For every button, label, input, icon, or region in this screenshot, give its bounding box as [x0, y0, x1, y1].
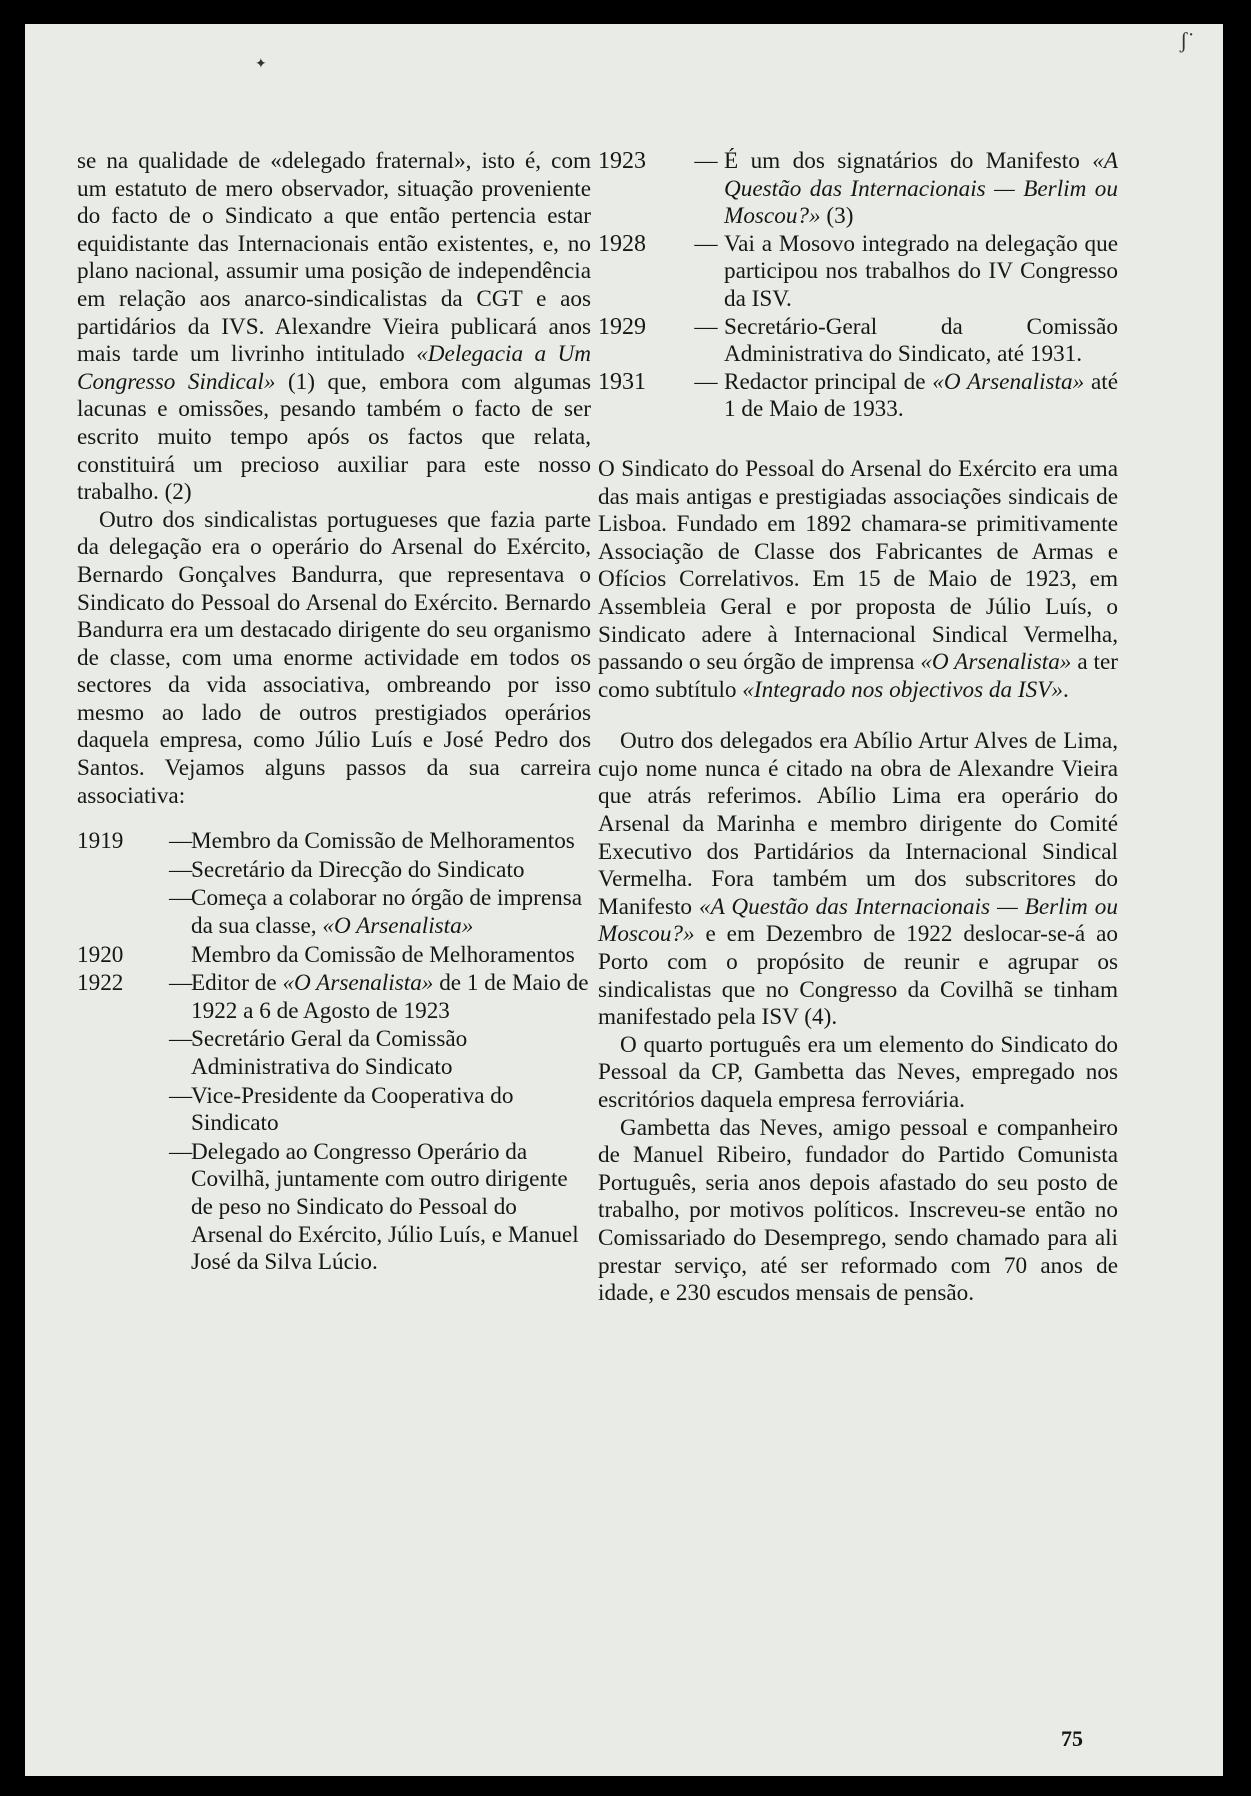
right-paragraph-3: O quarto português era um elemento do Sindicato do Pessoal da CP, Gambetta das Neves, empregado nos escritórios daquela empresa ferroviária.	[598, 1031, 1118, 1113]
timeline-dash: —	[694, 313, 718, 340]
timeline-year: 1919	[77, 828, 124, 855]
timeline-entry: Membro da Comissão de Melhoramentos	[191, 828, 575, 855]
timeline-entry: Começa a colaborar no órgão de imprensa da sua classe, «O Arsenalista»	[191, 885, 583, 940]
timeline-entry: Redactor principal de «O Arsenalista» até 1 de Maio de 1933.	[724, 368, 1118, 423]
timeline-dash: —	[169, 1082, 193, 1109]
scan-speck: ✦	[255, 57, 267, 72]
timeline-dash: —	[169, 885, 193, 912]
timeline-entry: Secretário da Direcção do Sindicato	[191, 856, 525, 883]
timeline-year	[77, 1026, 169, 1081]
timeline-entry: Vice-Presidente da Cooperativa do Sindicato	[191, 1082, 514, 1137]
scan-speck: ʃ˙	[1180, 28, 1195, 53]
timeline-dash	[169, 942, 191, 970]
timeline-year: 1928	[598, 230, 646, 257]
timeline-entry: Secretário Geral da Comissão Administrativa do Sindicato	[191, 1026, 468, 1080]
timeline-year	[77, 1139, 169, 1277]
timeline-entry: Vai a Mosovo integrado na delegação que participou nos trabalhos do IV Congresso da ISV.	[724, 230, 1118, 312]
timeline-year: 1929	[598, 313, 646, 340]
right-paragraph-2: Outro dos delegados era Abílio Artur Alves de Lima, cujo nome nunca é citado na obra de Alexandre Vieira que atrás referimos. Abílio Lima era operário do Arsenal da Marinha e membro dirigente do Comité Executivo dos Partidários da Internacional Sindical Vermelha. Fora também um dos subscritores do Manifesto «A Questão das Internacionais — Berlim ou Moscou?» e em Dezembro de 1922 deslocar-se-á ao Porto com o propósito de reunir e agrupar os sindicalistas que no Congresso da Covilhã se tinham manifestado pela ISV (4).	[598, 728, 1118, 1031]
scanned-page	[25, 24, 1223, 1776]
timeline-dash: —	[169, 1138, 193, 1165]
left-column	[77, 148, 591, 1277]
page-number: 75	[1061, 1726, 1083, 1751]
left-paragraph-1: se na qualidade de «delegado fraternal», isto é, com um estatuto de mero observador, situação proveniente do facto de o Sindicato a que então pertencia estar equidistante das Internacionais então existentes, e, no plano nacional, assumir uma posição de independência em relação aos anarco-sindicalistas da CGT e aos partidários da IVS. Alexandre Vieira publicará anos mais tarde um livrinho intitulado «Delegacia a Um Congresso Sindical» (1) que, embora com algumas lacunas e omissões, pesando também o facto de ser escrito muito tempo após os factos que relata, constituirá um precioso auxiliar para este nosso trabalho. (2)	[77, 148, 591, 506]
left-paragraph-2: Outro dos sindicalistas portugueses que fazia parte da delegação era o operário do Arsenal do Exército, Bernardo Gonçalves Bandurra, que representava o Sindicato do Pessoal do Arsenal do Exército. Bernardo Bandurra era um destacado dirigente do seu organismo de classe, com uma enorme actividade em todos os sectores da vida associativa, ombreando por isso mesmo ao lado de outros prestigiados operários daquela empresa, como Júlio Luís e José Pedro dos Santos. Vejamos alguns passos da sua carreira associativa:	[77, 506, 591, 809]
timeline-dash: —	[694, 368, 718, 395]
career-timeline	[77, 828, 591, 1277]
timeline-year: 1931	[598, 368, 646, 395]
timeline-year: 1920	[77, 941, 124, 968]
timeline-year: 1923	[598, 148, 646, 174]
timeline-dash: —	[169, 856, 193, 883]
timeline-dash: —	[169, 970, 193, 997]
timeline-entry: É um dos signatários do Manifesto «A Questão das Internacionais — Berlim ou Moscou?» (3)	[724, 148, 1118, 230]
timeline-dash: —	[694, 148, 718, 174]
timeline-dash: —	[694, 230, 718, 257]
right-paragraph-1: O Sindicato do Pessoal do Arsenal do Exército era uma das mais antigas e prestigiadas associações sindicais de Lisboa. Fundado em 1892 chamara-se primitivamente Associação de Classe dos Fabricantes de Armas e Ofícios Correlativos. Em 15 de Maio de 1923, em Assembleia Geral e por proposta de Júlio Luís, o Sindicato adere à Internacional Sindical Vermelha, passando o seu órgão de imprensa «O Arsenalista» a ter como subtítulo «Integrado nos objectivos da ISV».	[598, 455, 1119, 703]
timeline-year	[77, 1083, 169, 1138]
right-paragraph-4: Gambetta das Neves, amigo pessoal e companheiro de Manuel Ribeiro, fundador do Partido Comunista Português, seria anos depois afastado do seu posto de trabalho, por motivos políticos. Inscreveu-se então no Comissariado do Desemprego, sendo chamado para ali prestar serviço, até ser reformado com 70 anos de idade, e 230 escudos mensais de pensão.	[598, 1114, 1118, 1307]
right-column	[598, 148, 1118, 1308]
timeline-year	[77, 885, 169, 940]
career-timeline-continued	[598, 148, 1118, 424]
timeline-entry: Editor de «O Arsenalista» de 1 de Maio de 1922 a 6 de Agosto de 1923	[191, 970, 589, 1024]
timeline-entry: Secretário-Geral da Comissão Administrativa do Sindicato, até 1931.	[724, 313, 1118, 368]
timeline-year: 1922	[77, 970, 124, 997]
timeline-dash: —	[169, 1026, 193, 1053]
timeline-year	[77, 857, 169, 885]
timeline-dash: —	[169, 828, 193, 855]
timeline-entry: Membro da Comissão de Melhoramentos	[191, 941, 575, 968]
timeline-entry: Delegado ao Congresso Operário da Covilhã, juntamente com outro dirigente de peso no Sindicato do Pessoal do Arsenal do Exército, Júlio Luís, e Manuel José da Silva Lúcio.	[191, 1138, 579, 1276]
